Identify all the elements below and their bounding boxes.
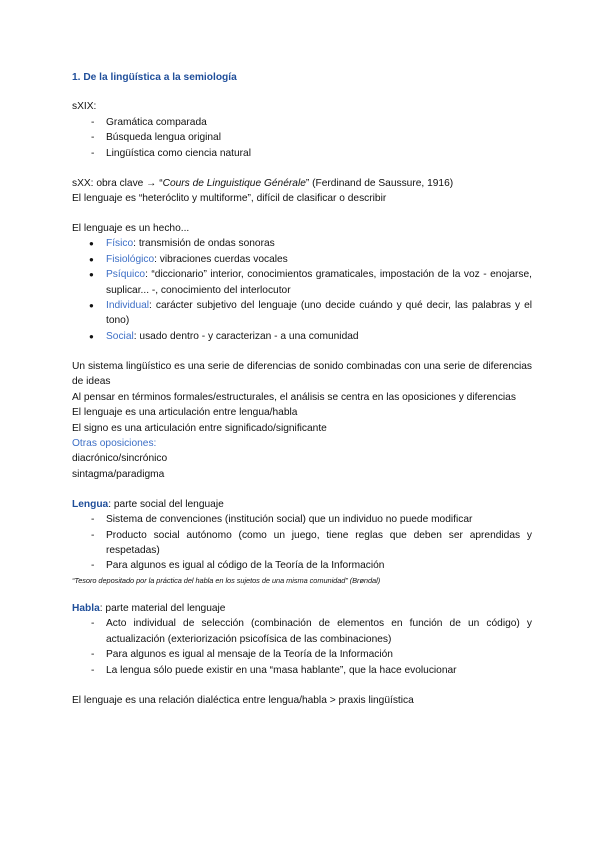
hecho-intro: El lenguaje es un hecho... <box>72 223 190 235</box>
list-item: ● Individual: carácter subjetivo del lenguaje (uno decide cuándo y qué decir, las palabras y el tono) <box>72 298 532 329</box>
opposition: diacrónico/sincrónico <box>72 453 168 465</box>
conclusion: El lenguaje es una relación dialéctica entre lengua/habla > praxis lingüística <box>72 694 414 706</box>
paragraph: El lenguaje es una articulación entre lengua/habla <box>72 407 298 419</box>
list-item: - Acto individual de selección (combinación de elementos en función de un código) y actualización (exteriorización psicofísica de las combinaciones) <box>72 616 532 647</box>
s20-line: sXX: obra clave → “Cours de Linguistique Générale” (Ferdinand de Saussure, 1916) <box>72 177 454 189</box>
list-item: ● Psíquico: “diccionario” interior, conocimientos gramaticales, impostación de la voz - enojarse, suplicar... -, conocimiento del interlocutor <box>72 267 532 298</box>
list-item: - Producto social autónomo (como un juego, tiene reglas que deben ser aprendidas y respetadas) <box>72 528 532 559</box>
habla-definition: Habla: parte material del lenguaje <box>72 602 226 614</box>
list-item: - Sistema de convenciones (institución social) que un individuo no puede modificar <box>72 512 532 527</box>
document-page <box>72 70 532 708</box>
paragraph: Un sistema lingüístico es una serie de diferencias de sonido combinadas con una serie de diferencias de ideas <box>72 360 532 388</box>
opposition: sintagma/paradigma <box>72 468 165 480</box>
s19-list <box>72 115 532 161</box>
work-title: Cours de Linguistique Générale <box>162 177 306 189</box>
list-item: - La lengua sólo puede existir en una “masa hablante”, que la hace evolucionar <box>72 663 532 678</box>
list-item: ● Fisiológico: vibraciones cuerdas vocales <box>72 252 532 267</box>
list-item: - Búsqueda lengua original <box>72 130 532 145</box>
section-title: 1. De la lingüística a la semiología <box>72 72 237 83</box>
lengua-list <box>72 512 532 574</box>
otras-oposiciones-label: Otras oposiciones: <box>72 437 157 449</box>
list-item: ● Social: usado dentro - y caracterizan - a una comunidad <box>72 329 532 344</box>
brondal-quote: “Tesoro depositado por la práctica del habla en los sujetos de una misma comunidad” (Brøndal) <box>72 575 381 585</box>
lengua-definition: Lengua: parte social del lenguaje <box>72 498 224 510</box>
s20-line2: El lenguaje es “heteróclito y multiforme”, difícil de clasificar o describir <box>72 193 387 205</box>
s19-label: sXIX: <box>72 101 97 113</box>
list-item: - Para algunos es igual al mensaje de la Teoría de la Información <box>72 647 532 662</box>
list-item: - Gramática comparada <box>72 115 532 130</box>
paragraph: Al pensar en términos formales/estructurales, el análisis se centra en las oposiciones y diferencias <box>72 391 516 403</box>
paragraph: El signo es una articulación entre significado/significante <box>72 422 327 434</box>
list-item: - Lingüística como ciencia natural <box>72 146 532 161</box>
habla-term: Habla <box>72 602 100 614</box>
list-item: ● Físico: transmisión de ondas sonoras <box>72 236 532 251</box>
lengua-term: Lengua <box>72 498 109 510</box>
list-item: - Para algunos es igual al código de la Teoría de la Información <box>72 558 532 573</box>
habla-list <box>72 616 532 678</box>
hecho-list <box>72 236 532 344</box>
